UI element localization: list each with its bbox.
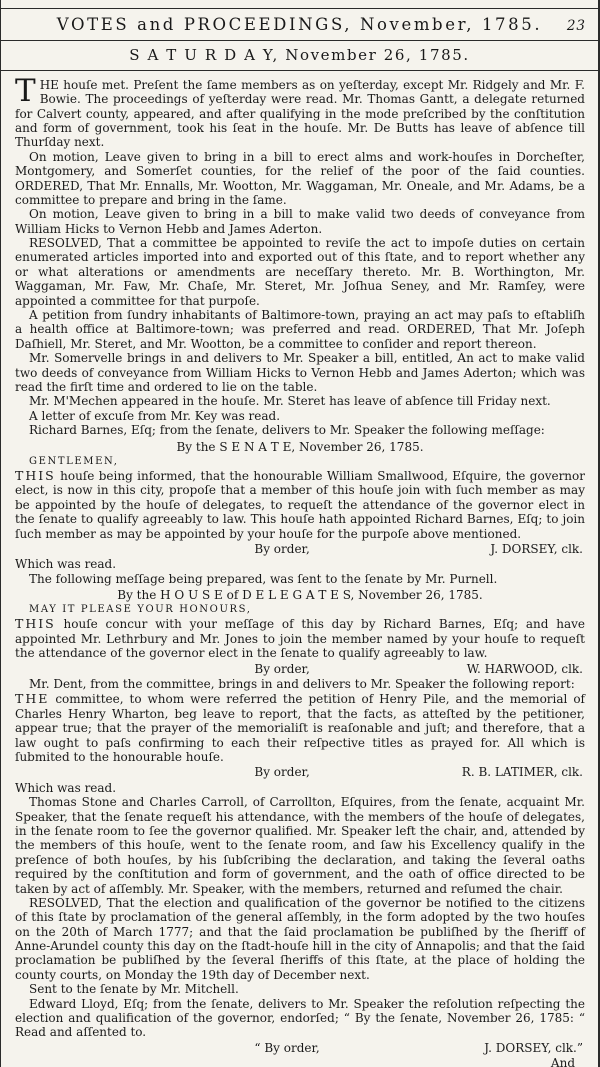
paragraph: RESOLVED, That the election and qualification of the governor be notified to the citizens of this ſtate by proclamation of the general aſſembly, in the form adopted by the two houſes on the 20th of March 1777; and that the ſaid proclamation be publiſhed by the ſheriff of Anne-Arundel county this day on the ſtadt-houſe hill in the city of Annapolis; and that the ſaid proclamation be publiſhed by the ſeveral ſheriffs of this ſtate, at the place of holding the county courts, on Monday the 19th day of December next. [15, 895, 585, 982]
message-text: houſe being informed, that the honourable William Smallwood, Eſquire, the governor elect, is now in this city, propoſe that a member of this houſe join with ſuch member as may be appointed by the houſe of delegates, to requeſt the attendance of the governor elect in the ſenate to qualify agreeably to law. This houſe hath appointed Richard Barnes, Eſq; to join ſuch member as may be appointed by your houſe for the purpoſe above mentioned. [15, 468, 585, 541]
document-body [1, 71, 598, 1067]
opening-text: HE houſe met. Preſent the ſame members as on yeſterday, except Mr. Ridgely and Mr. F. Bowie. The proceedings of yeſterday were read. Mr. Thomas Gantt, a delegate returned for Calvert county, appeared, and after qualifying in the mode preſcribed by the conſtitution and form of government, took his ſeat in the houſe. Mr. De Butts has leave of abſence till Thurſday next. [15, 77, 585, 150]
committee-report-body [15, 691, 585, 764]
opening-paragraph [15, 72, 585, 150]
paragraph: On motion, Leave given to bring in a bill to make valid two deeds of conveyance from William Hicks to Vernon Hebb and James Aderton. [15, 207, 585, 236]
lead-word: THE [15, 691, 50, 707]
paragraph: Edward Lloyd, Eſq; from the ſenate, delivers to Mr. Speaker the reſolution reſpecting the election and qualification of the governor, endorſed; “ By the ſenate, November 26, 1785: “ Read and aſſented to. [15, 996, 585, 1040]
signer-name: R. B. LATIMER, clk. [461, 765, 583, 780]
paragraph: Which was read. [15, 557, 117, 572]
paragraph: A letter of excuſe from Mr. Key was read. [29, 408, 281, 423]
paragraph: Sent to the ſenate by Mr. Mitchell. [29, 982, 239, 997]
by-order-label: By order, [254, 765, 310, 780]
paragraph: Thomas Stone and Charles Carroll, of Carrollton, Eſquires, from the ſenate, acquaint Mr. Speaker, that the ſenate requeſt his attendance, with the members of the houſe of delegates, in the ſenate room to ſee the governor qualified. Mr. Speaker left the chair, and, attended by the members of this houſe, went to the ſenate room, and ſaw his Excellency qualify in the preſence of both houſes, by his ſubſcribing the declaration, and taking the ſeveral oaths required by the conſtitution and form of government, and the oath of office directed to be taken by act of aſſembly. Mr. Speaker, with the members, returned and reſumed the chair. [15, 795, 585, 896]
paragraph: Which was read. [15, 780, 117, 795]
signature-line [15, 765, 585, 779]
paragraph: A petition from ſundry inhabitants of Baltimore-town, praying an act may paſs to eſtabliſh a health office at Baltimore-town; was preferred and read. ORDERED, That Mr. Joſeph Daſhiell, Mr. Steret, and Mr. Wootton, be a committee to conſider and report thereon. [15, 308, 585, 351]
paragraph: The following meſſage being prepared, was ſent to the ſenate by Mr. Purnell. [29, 571, 498, 586]
house-message-body [15, 616, 585, 660]
paragraph: On motion, Leave given to bring in a bill to erect alms and work-houſes in Dorcheſter, Montgomery, and Somerſet counties, for the relief of the poor of the ſaid counties. ORDERED, That Mr. Ennalls, Mr. Wootton, Mr. Waggaman, Mr. Oneale, and Mr. Adams, be a committee to prepare and bring in the ſame. [15, 149, 585, 207]
signer-name: J. DORSEY, clk. [490, 541, 583, 556]
paragraph: Richard Barnes, Eſq; from the ſenate, delivers to Mr. Speaker the following meſſage: [29, 423, 545, 438]
paragraph: RESOLVED, That a committee be appointed to reviſe the act to impoſe duties on certain enumerated articles imported into and exported out of this ſtate, and to report whether any or what alterations or amendments are neceſſary thereto. Mr. B. Worthington, Mr. Waggaman, Mr. Faw, Mr. Chaſe, Mr. Steret, Mr. Joſhua Seney, and Mr. Ramſey, were appointed a committee for that purpoſe. [15, 236, 585, 308]
senate-message-body [15, 468, 585, 541]
senate-salutation: GENTLEMEN, [29, 455, 119, 467]
paragraph: Mr. Dent, from the committee, brings in and delivers to Mr. Speaker the following report: [29, 677, 575, 692]
signature-line [15, 542, 585, 556]
house-salutation: MAY IT PLEASE YOUR HONOURS, [29, 604, 252, 616]
catchword-line [15, 1056, 585, 1067]
lead-word: THIS [15, 616, 56, 632]
lead-word: THIS [15, 467, 56, 483]
signature-line [15, 662, 585, 676]
signature-line [15, 1041, 585, 1055]
signer-name: W. HARWOOD, clk. [466, 661, 583, 676]
page-title: VOTES and PROCEEDINGS, November, 1785. [56, 15, 543, 34]
report-text: committee, to whom were referred the petition of Henry Pile, and the memorial of Charles Henry Wharton, beg leave to report, that the facts, as atteſted by the petitioner, appear true; that the prayer of the memorialiſt is reaſonable and juſt; and therefore, that a law ought to paſs confirming to each their reſpective titles as prayed for. All which is ſubmited to the honourable houſe. [15, 692, 585, 764]
masthead [1, 9, 598, 40]
by-order-label: By order, [254, 541, 310, 556]
by-order-label: By order, [254, 661, 310, 676]
signer-name: J. DORSEY, clk.” [484, 1040, 583, 1055]
by-order-label: “ By order, [254, 1040, 320, 1055]
message-text: houſe concur with your meſſage of this day by Richard Barnes, Eſq; and have appointed Mr. Lethrbury and Mr. Jones to join the member named by your houſe to requeſt the attendance of the governor elect in the ſenate to qualify agreeably to law. [15, 617, 585, 661]
drop-cap: T [15, 72, 36, 109]
paragraph: Mr. M'Mechen appeared in the houſe. Mr. Steret has leave of abſence till Friday next. [29, 394, 551, 409]
senate-message-heading: By the S E N A T E, November 26, 1785. [176, 439, 424, 454]
house-message-heading: By the H O U S E of D E L E G A T E S, November 26, 1785. [117, 588, 483, 603]
date-line: S A T U R D A Y, November 26, 1785. [129, 45, 470, 64]
paragraph: Mr. Somervelle brings in and delivers to Mr. Speaker a bill, entitled, An act to make valid two deeds of conveyance from William Hicks to Vernon Hebb and James Aderton; which was read the firſt time and ordered to lie on the table. [15, 351, 585, 394]
page-number: 23 [566, 18, 586, 34]
catchword: And [550, 1056, 575, 1067]
